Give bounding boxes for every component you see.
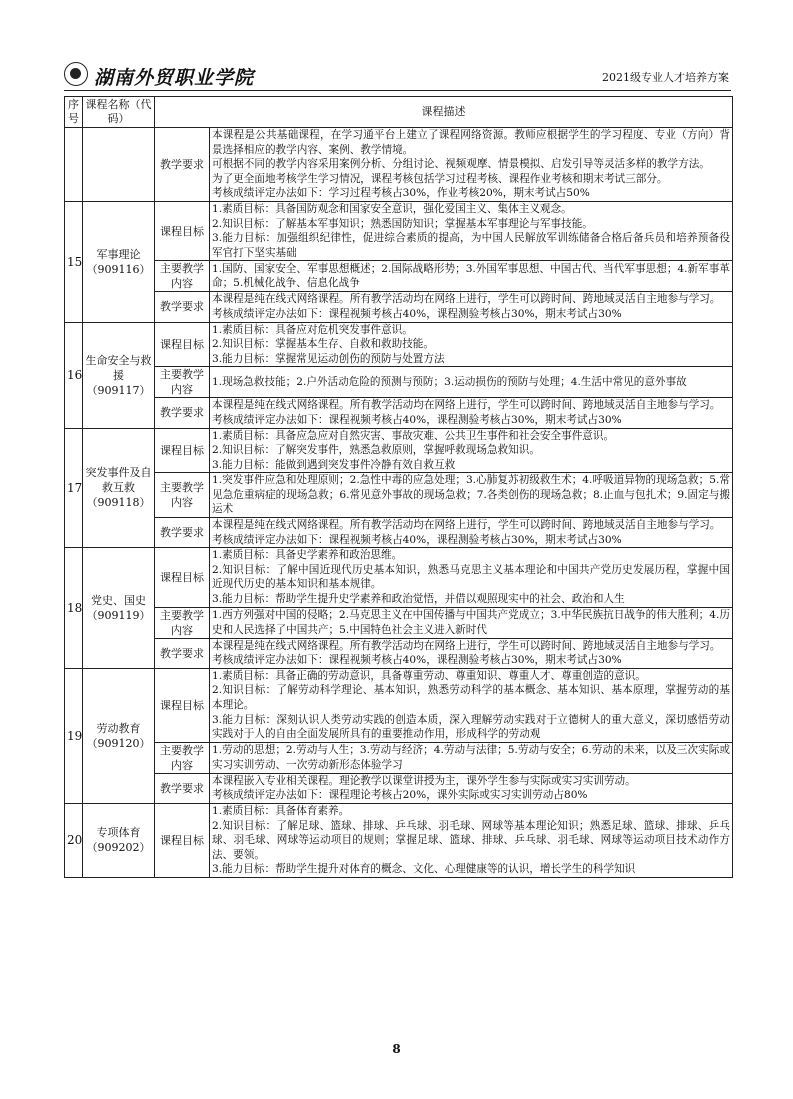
cell-name-blank <box>83 128 155 202</box>
course-description-table <box>64 96 733 878</box>
desc-line: 2.知识目标：了解基本军事知识；熟悉国防知识；掌握基本军事理论与军事技能。 <box>212 217 593 230</box>
header-no: 序号 <box>65 97 83 128</box>
course-number: 19 <box>65 668 83 803</box>
desc-line: 本课程是纯在线式网络课程。所有教学活动均在网络上进行，学生可以跨时间、跨地域灵活自主地参与学习。 <box>212 519 721 532</box>
header-desc: 课程描述 <box>155 97 733 128</box>
table-row <box>65 638 733 668</box>
table-row <box>65 518 733 548</box>
course-code: （909118） <box>86 496 151 510</box>
course-code: （909117） <box>86 383 151 397</box>
table-row <box>65 261 733 292</box>
table-row <box>65 803 733 877</box>
table-row <box>65 668 733 742</box>
label-course-goals: 课程目标 <box>155 548 210 607</box>
table-row <box>65 398 733 428</box>
label-course-goals: 课程目标 <box>155 201 210 260</box>
desc-teaching-requirements <box>210 773 733 803</box>
course-code: （909116） <box>86 262 151 276</box>
course-code: （909202） <box>86 841 151 855</box>
school-name: 湖南外贸职业学院 <box>94 67 255 89</box>
desc-line: 可根据不同的教学内容采用案例分析、分组讨论、视频观摩、情景模拟、启发引导等灵活多样的教学方法。 <box>212 158 710 171</box>
desc-course-goals <box>210 201 733 260</box>
table-row <box>65 292 733 322</box>
course-name-cell <box>83 201 155 322</box>
desc-course-goals <box>210 548 733 607</box>
school-logo-icon <box>64 62 88 86</box>
desc-course-goals <box>210 668 733 742</box>
desc-line: 1.素质目标：具备国防观念和国家安全意识，强化爱国主义、集体主义观念。 <box>212 202 572 215</box>
desc-line: 考核成绩评定办法如下：课程视频考核占40%，课程测验考核占30%，期末考试占30% <box>212 533 622 546</box>
course-number: 15 <box>65 201 83 322</box>
desc-teaching-requirements <box>210 292 733 322</box>
desc-line: 考核成绩评定办法如下：课程视频考核占40%，课程测验考核占30%，期末考试占30% <box>212 413 622 426</box>
table-row <box>65 548 733 607</box>
page-number: 8 <box>392 1042 401 1056</box>
course-name: 劳动教育 <box>96 721 141 735</box>
label-teaching-requirements: 教学要求 <box>155 773 210 803</box>
desc-line: 1.国防、国家安全、军事思想概述；2.国际战略形势；3.外国军事思想、中国古代、当代军事思想；4.新军事革命；5.机械化战争、信息化战争 <box>212 262 730 290</box>
course-number: 20 <box>65 803 83 877</box>
desc-main-content <box>210 607 733 638</box>
table-row <box>65 742 733 773</box>
course-number: 16 <box>65 322 83 428</box>
desc-line: 考核成绩评定办法如下：课程视频考核占40%，课程测验考核占30%，期末考试占30% <box>212 654 622 667</box>
table-row <box>65 473 733 518</box>
desc-line: 2.知识目标：了解足球、篮球、排球、乒乓球、羽毛球、网球等基本理论知识；熟悉足球、篮球、排球、乒乓球、羽毛球、网球等运动项目的规则；掌握足球、篮球、排球、乒乓球、羽毛球、网球等运动项目技术动作方法、要领。 <box>212 819 730 861</box>
desc-line: 1.素质目标：具备应对危机突发事件意识。 <box>212 323 413 336</box>
desc-line: 考核成绩评定办法如下：学习过程考核占30%，作业考核20%，期末考试占50% <box>212 187 590 200</box>
course-code: （909120） <box>86 736 151 750</box>
desc-line: 1.素质目标：具备体育素养。 <box>212 804 350 817</box>
desc-teaching-requirements <box>210 638 733 668</box>
table-row <box>65 201 733 260</box>
desc-teaching-requirements <box>210 128 733 202</box>
desc-line: 1.现场急救技能；2.户外活动危险的预测与预防；3.运动损伤的预防与处理；4.生活中常见的意外事故 <box>212 376 687 389</box>
desc-line: 本课程是纯在线式网络课程。所有教学活动均在网络上进行，学生可以跨时间、跨地域灵活自主地参与学习。 <box>212 639 721 652</box>
desc-main-content <box>210 473 733 518</box>
label-teaching-requirements: 教学要求 <box>155 398 210 428</box>
desc-line: 2.知识目标：掌握基本生存、自救和救助技能。 <box>212 338 434 351</box>
course-code: （909119） <box>86 609 151 623</box>
course-name-cell <box>83 322 155 428</box>
label-main-content: 主要教学内容 <box>155 742 210 773</box>
desc-main-content <box>210 261 733 292</box>
desc-teaching-requirements <box>210 398 733 428</box>
desc-course-goals <box>210 803 733 877</box>
desc-line: 1.素质目标：具备正确的劳动意识，具备尊重劳动、尊重知识、尊重人才、尊重创造的意识。 <box>212 669 646 682</box>
desc-line: 2.知识目标：了解中国近现代历史基本知识，熟悉马克思主义基本理论和中国共产党历史发展历程，掌握中国近现代历史的基本知识和基本规律。 <box>212 563 730 591</box>
course-number: 18 <box>65 548 83 669</box>
label-main-content: 主要教学内容 <box>155 367 210 398</box>
document-title: 2021级专业人才培养方案 <box>602 71 729 84</box>
desc-line: 本课程是纯在线式网络课程。所有教学活动均在网络上进行，学生可以跨时间、跨地域灵活自主地参与学习。 <box>212 293 721 306</box>
label-teaching-requirements: 教学要求 <box>155 518 210 548</box>
desc-main-content <box>210 742 733 773</box>
desc-line: 2.知识目标：了解劳动科学理论、基本知识，熟悉劳动科学的基本概念、基本知识、基本原理，掌握劳动的基本理论。 <box>212 684 730 711</box>
label-course-goals: 课程目标 <box>155 322 210 367</box>
label-course-goals: 课程目标 <box>155 803 210 877</box>
desc-line: 1.突发事件应急和处理原则；2.急性中毒的应急处理；3.心肺复苏初级救生术；4.呼吸道异物的现场急救；5.常见急危重病症的现场急救；6.常见意外事故的现场急救；7.各类创伤的现场急救；8.止血与包扎术；9.固定与搬运术 <box>212 474 730 516</box>
course-name-cell <box>83 803 155 877</box>
course-name: 突发事件及自救互救 <box>85 466 152 495</box>
desc-line: 3.能力目标：帮助学生提升史学素养和政治觉悟，并借以观照现实中的社会、政治和人生 <box>212 593 625 606</box>
desc-course-goals <box>210 428 733 473</box>
desc-main-content <box>210 367 733 398</box>
desc-line: 为了更全面地考核学生学习情况，课程考核包括学习过程考核、课程作业考核和期末考试三部分。 <box>212 172 668 185</box>
table-row-continuation <box>65 128 733 202</box>
desc-line: 本课程是公共基础课程，在学习通平台上建立了课程网络资源。教师应根据学生的学习程度、专业（方向）背景选择相应的教学内容、案例、教学情境。 <box>212 129 730 156</box>
desc-line: 1.素质目标：具备应急应对自然灾害、事故灾难、公共卫生事件和社会安全事件意识。 <box>212 429 615 442</box>
desc-line: 3.能力目标：能做到遇到突发事件冷静有效自救互救 <box>212 458 456 471</box>
label-teaching-requirements: 教学要求 <box>155 128 210 202</box>
desc-line: 3.能力目标：深刻认识人类劳动实践的创造本质，深入理解劳动实践对于立德树人的重大意义，深切感悟劳动实践对于人的自由全面发展所具有的重要推动作用，形成科学的劳动观 <box>212 713 730 741</box>
table-row <box>65 428 733 473</box>
page-header <box>64 62 731 91</box>
table-row <box>65 773 733 803</box>
course-name: 军事理论 <box>96 247 141 261</box>
desc-line: 本课程是纯在线式网络课程。所有教学活动均在网络上进行，学生可以跨时间、跨地域灵活自主地参与学习。 <box>212 399 721 412</box>
course-name: 专项体育 <box>96 826 141 840</box>
desc-line: 考核成绩评定办法如下：课程视频考核占40%，课程测验考核占30%，期末考试占30% <box>212 307 622 320</box>
label-teaching-requirements: 教学要求 <box>155 638 210 668</box>
cell-no-blank <box>65 128 83 202</box>
label-teaching-requirements: 教学要求 <box>155 292 210 322</box>
desc-line: 1.西方列强对中国的侵略；2.马克思主义在中国传播与中国共产党成立；3.中华民族抗日战争的伟大胜利；4.历史和人民选择了中国共产；5.中国特色社会主义进入新时代 <box>212 609 730 636</box>
desc-line: 2.知识目标：了解突发事件，熟悉急救原则，掌握呼救现场急救知识。 <box>212 444 540 457</box>
label-main-content: 主要教学内容 <box>155 607 210 638</box>
course-name-cell <box>83 428 155 548</box>
desc-line: 3.能力目标：加强组织纪律性，促进综合素质的提高，为中国人民解放军训练储备合格后备兵员和培养预备役军官打下坚实基础 <box>212 232 730 259</box>
desc-line: 1.劳动的思想；2.劳动与人生；3.劳动与经济；4.劳动与法律；5.劳动与安全；6.劳动的未来，以及三次实际或实习实训劳动、一次劳动新形态体验学习 <box>212 744 730 771</box>
table-row <box>65 607 733 638</box>
desc-line: 1.素质目标：具备史学素养和政治思维。 <box>212 549 403 562</box>
desc-teaching-requirements <box>210 518 733 548</box>
desc-line: 考核成绩评定办法如下：课程理论考核占20%，课外实际或实习实训劳动占80% <box>212 789 588 802</box>
desc-line: 3.能力目标：帮助学生提升对体育的概念、文化、心理健康等的认识，增长学生的科学知识 <box>212 863 636 876</box>
course-name-cell <box>83 668 155 803</box>
course-name: 党史、国史 <box>91 594 146 608</box>
label-main-content: 主要教学内容 <box>155 473 210 518</box>
desc-line: 本课程嵌入专业相关课程。理论教学以课堂讲授为主，课外学生参与实际或实习实训劳动。 <box>212 774 636 787</box>
course-name: 生命安全与救援 <box>85 353 152 382</box>
label-main-content: 主要教学内容 <box>155 261 210 292</box>
course-name-cell <box>83 548 155 669</box>
table-row <box>65 322 733 367</box>
header-name: 课程名称（代码） <box>83 97 155 128</box>
course-number: 17 <box>65 428 83 548</box>
label-course-goals: 课程目标 <box>155 668 210 742</box>
table-row <box>65 367 733 398</box>
table-header-row <box>65 97 733 128</box>
label-course-goals: 课程目标 <box>155 428 210 473</box>
desc-line: 3.能力目标：掌握常见运动创伤的预防与处置方法 <box>212 352 445 365</box>
desc-course-goals <box>210 322 733 367</box>
